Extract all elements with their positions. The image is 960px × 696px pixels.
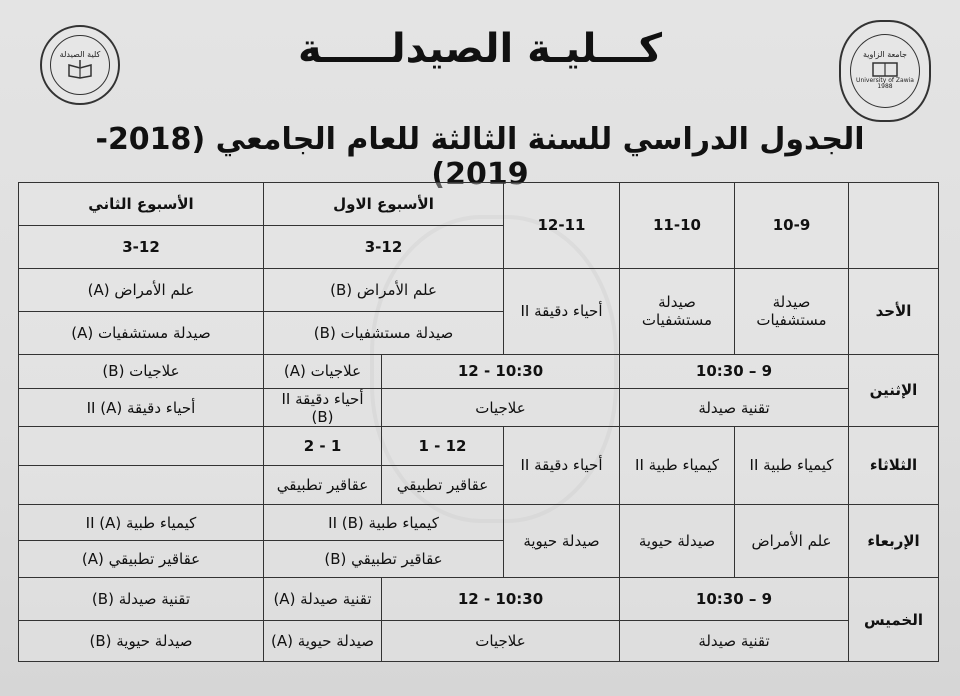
schedule-cell: صيدلة حيوية (620, 504, 735, 578)
schedule-cell: عقاقير تطبيقي (382, 465, 504, 504)
page-title: الجدول الدراسي للسنة الثالثة للعام الجامعي (2018-2019) (95, 122, 865, 192)
header-time-3: 12-11 (504, 183, 620, 269)
table-row (19, 427, 939, 466)
lab-time-2: 1 - 2 (264, 427, 382, 466)
table-row (19, 354, 939, 389)
schedule-cell: عقاقير تطبيقي (B) (264, 541, 504, 578)
schedule-cell: تقنية صيدلة (B) (19, 578, 264, 621)
book-icon (67, 59, 93, 79)
table-row (19, 268, 939, 311)
time-slot: 10:30 - 12 (382, 578, 620, 621)
header-time-2: 11-10 (620, 183, 735, 269)
schedule-cell: كيمياء طبية II (A) (19, 504, 264, 541)
header-week-2: الأسبوع الثاني (19, 183, 264, 226)
faculty-logo-text: كلية الصيدلة (59, 49, 101, 59)
schedule-cell: علاجيات (B) (19, 354, 264, 389)
empty-cell (19, 427, 264, 466)
schedule-cell: صيدلة مستشفيات (735, 268, 849, 354)
table-row (19, 183, 939, 226)
header-time-1: 10-9 (735, 183, 849, 269)
schedule-cell: صيدلة مستشفيات (620, 268, 735, 354)
schedule-cell: صيدلة مستشفيات (A) (19, 311, 264, 354)
schedule-cell: كيمياء طبية II (620, 427, 735, 505)
university-logo-ring (850, 34, 920, 108)
schedule-cell: تقنية صيدلة (620, 389, 849, 427)
table-row (19, 621, 939, 662)
schedule-cell: علاجيات (382, 389, 620, 427)
university-logo-year: 1988 (877, 83, 893, 91)
schedule-cell: علم الأمراض (735, 504, 849, 578)
schedule-cell: علاجيات (A) (264, 354, 382, 389)
day-monday: الإثنين (849, 354, 939, 427)
day-tuesday: الثلاثاء (849, 427, 939, 505)
university-logo (839, 20, 931, 122)
faculty-logo-ring (50, 35, 110, 95)
schedule-cell: عقاقير تطبيقي (264, 465, 382, 504)
schedule-cell: كيمياء طبية II (B) (264, 504, 504, 541)
schedule-cell: صيدلة حيوية (B) (19, 621, 264, 662)
table-row (19, 578, 939, 621)
schedule-cell: صيدلة حيوية (A) (264, 621, 382, 662)
university-logo-subtext: University of Zawia (856, 76, 914, 84)
schedule-cell: أحياء دقيقة II (504, 427, 620, 505)
schedule-cell: علم الأمراض (B) (264, 268, 504, 311)
schedule-cell: علم الأمراض (A) (19, 268, 264, 311)
faculty-logo (40, 25, 120, 105)
schedule-cell: تقنية صيدلة (A) (264, 578, 382, 621)
schedule-cell: أحياء دقيقة II (504, 268, 620, 354)
day-wednesday: الإربعاء (849, 504, 939, 578)
book-icon (871, 60, 899, 78)
schedule-cell: أحياء دقيقة II (A) (19, 389, 264, 427)
lab-time-1: 12 - 1 (382, 427, 504, 466)
table-row (19, 389, 939, 427)
day-thursday: الخميس (849, 578, 939, 662)
day-sunday: الأحد (849, 268, 939, 354)
schedule-cell: علاجيات (382, 621, 620, 662)
faculty-name: كـــليـة الصيدلـــــة (297, 26, 662, 72)
corner-cell (849, 183, 939, 269)
time-slot: 10:30 - 12 (382, 354, 620, 389)
schedule-table (18, 182, 939, 662)
time-slot: 9 – 10:30 (620, 578, 849, 621)
university-logo-text: جامعة الزاوية (862, 50, 908, 59)
time-slot: 9 – 10:30 (620, 354, 849, 389)
schedule-cell: كيمياء طبية II (735, 427, 849, 505)
schedule-cell: تقنية صيدلة (620, 621, 849, 662)
week-1-time: 3-12 (264, 225, 504, 268)
schedule-cell: أحياء دقيقة II (B) (264, 389, 382, 427)
schedule-cell: صيدلة حيوية (504, 504, 620, 578)
schedule-cell: صيدلة مستشفيات (B) (264, 311, 504, 354)
header-week-1: الأسبوع الاول (264, 183, 504, 226)
empty-cell (19, 465, 264, 504)
schedule-cell: عقاقير تطبيقي (A) (19, 541, 264, 578)
week-2-time: 3-12 (19, 225, 264, 268)
table-row (19, 504, 939, 541)
